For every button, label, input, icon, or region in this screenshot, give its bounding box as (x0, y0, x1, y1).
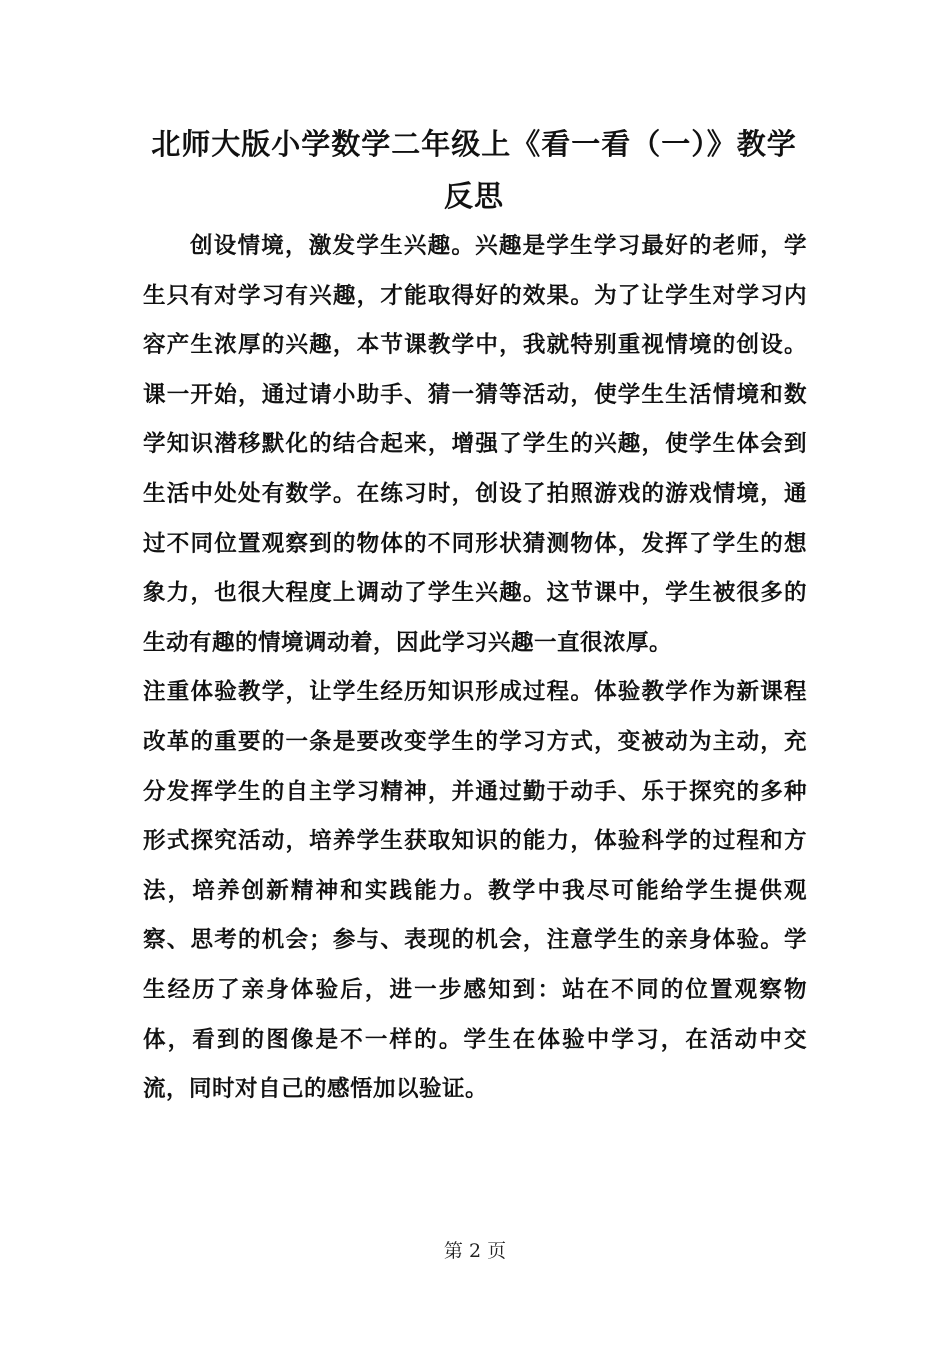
paragraph-1: 创设情境，激发学生兴趣。兴趣是学生学习最好的老师，学生只有对学习有兴趣，才能取得好的效果。为了让学生对学习内容产生浓厚的兴趣，本节课教学中，我就特别重视情境的创设。课一开始，通过请小助手、猜一猜等活动，使学生生活情境和数学知识潜移默化的结合起来，增强了学生的兴趣，使学生体会到生活中处处有数学。在练习时，创设了拍照游戏的游戏情境，通过不同位置观察到的物体的不同形状猜测物体，发挥了学生的想象力，也很大程度上调动了学生兴趣。这节课中，学生被很多的生动有趣的情境调动着，因此学习兴趣一直很浓厚。 (143, 233, 807, 656)
document-body (143, 222, 807, 1115)
document-title: 北师大版小学数学二年级上《看一看（一）》教学反思 (151, 127, 797, 213)
page-number: 第 2 页 (443, 1240, 507, 1262)
paragraph-2: 注重体验教学，让学生经历知识形成过程。体验教学作为新课程改革的重要的一条是要改变学生的学习方式，变被动为主动，充分发挥学生的自主学习精神，并通过勤于动手、乐于探究的多种形式探究活动，培养学生获取知识的能力，体验科学的过程和方法，培养创新精神和实践能力。教学中我尽可能给学生提供观察、思考的机会；参与、表现的机会，注意学生的亲身体验。学生经历了亲身体验后，进一步感知到：站在不同的位置观察物体，看到的图像是不一样的。学生在体验中学习，在活动中交流，同时对自己的感悟加以验证。 (143, 679, 807, 1103)
